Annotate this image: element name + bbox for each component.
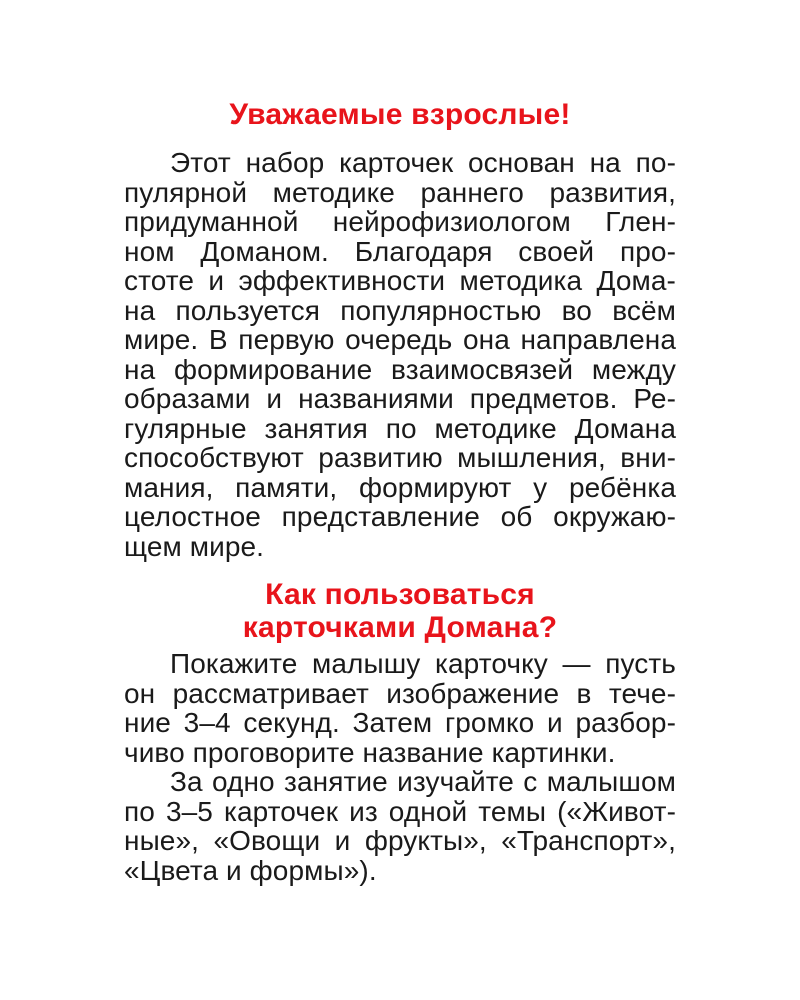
text-line: Этот набор карточек основан на по- — [170, 147, 676, 178]
text-line: способствуют развитию мышления, вни- — [124, 442, 676, 473]
text-line: мире. В первую очередь она направлена — [124, 324, 676, 355]
text-line: ные», «Овощи и фрукты», «Транспорт», — [124, 825, 676, 856]
text-line: пулярной методике раннего развития, — [124, 176, 676, 208]
text-line: Покажите малышу карточку — пусть — [170, 648, 676, 679]
text-line: целостное представление об окружаю- — [124, 501, 676, 532]
text-line: «Цвета и формы»). — [124, 854, 377, 886]
paragraph-show-card — [124, 649, 676, 767]
text-line: чиво проговорите название картинки. — [124, 736, 616, 768]
heading-line: Как пользоваться — [265, 578, 535, 611]
text-line: на формирование взаимосвязей между — [124, 353, 676, 385]
text-line: ние 3–4 секунд. Затем громко и разбор- — [124, 707, 676, 738]
text-line: ном Доманом. Благодаря своей про- — [124, 235, 676, 267]
text-line: придуманной нейрофизиологом Глен- — [124, 206, 676, 237]
text-line: на пользуется популярностью во всём — [124, 294, 676, 326]
text-line: гулярные занятия по методике Домана — [124, 412, 676, 444]
text-line: он рассматривает изображение в тече- — [124, 677, 676, 709]
paragraph-lesson-topics — [124, 767, 676, 885]
heading-dear-adults: Уважаемые взрослые! — [229, 98, 571, 131]
text-line: мания, памяти, формируют у ребёнка — [124, 471, 676, 503]
heading-how-to-use — [124, 578, 676, 644]
text-line: щем мире. — [124, 530, 265, 562]
text-line: по 3–5 карточек из одной темы («Живот- — [124, 795, 676, 827]
heading-line: карточками Домана? — [242, 611, 558, 644]
text-line: образами и названиями предметов. Ре- — [124, 383, 676, 414]
text-line: За одно занятие изучайте с малышом — [170, 766, 676, 797]
paragraph-intro — [124, 148, 676, 561]
text-line: стоте и эффективности методика Дома- — [124, 265, 676, 296]
